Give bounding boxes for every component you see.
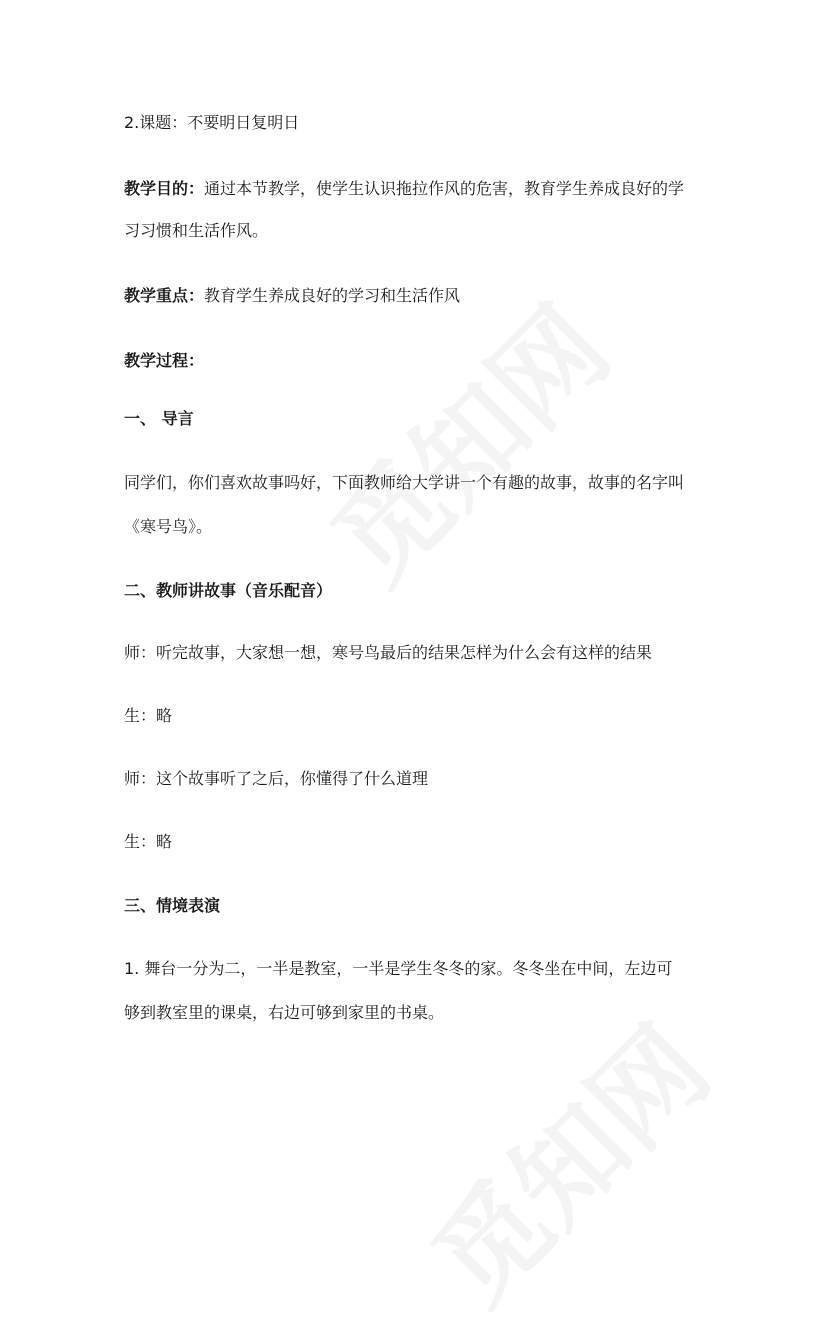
- teacher-question-1: 师：听完故事，大家想一想，寒号鸟最后的结果怎样为什么会有这样的结果: [124, 643, 653, 662]
- lesson-title: [124, 112, 299, 134]
- teacher-question-2: 师：这个故事听了之后，你懂得了什么道理: [124, 769, 429, 788]
- teaching-purpose-continued-text: 习习惯和生活作风。: [124, 221, 269, 240]
- teaching-process-heading: 教学过程：: [124, 351, 205, 370]
- section-one-heading: 一、 导言: [124, 409, 194, 428]
- section-three-heading: 三、情境表演: [124, 896, 221, 915]
- lesson-title-text: 2.课题：不要明日复明日: [124, 113, 300, 132]
- teaching-purpose-continued: [124, 220, 268, 242]
- teaching-focus: [124, 285, 460, 307]
- teaching-purpose: [124, 178, 684, 200]
- scene-paragraph: 1. 舞台一分为二，一半是教室，一半是学生冬冬的家。冬冬坐在中间，左边可: [124, 959, 673, 978]
- intro-paragraph-continued: 《寒号鸟》。: [124, 517, 213, 536]
- student-answer-1: 生：略: [124, 706, 173, 725]
- watermark: [392, 986, 737, 1331]
- teaching-purpose-text: 通过本节教学，使学生认识拖拉作风的危害，教育学生养成良好的学: [204, 179, 685, 198]
- teaching-purpose-label: 教学目的：: [124, 179, 205, 198]
- teaching-focus-text: 教育学生养成良好的学习和生活作风: [204, 286, 461, 305]
- student-answer-2: 生：略: [124, 832, 173, 851]
- intro-paragraph: 同学们，你们喜欢故事吗好，下面教师给大学讲一个有趣的故事，故事的名字叫: [124, 473, 685, 492]
- scene-paragraph-continued: 够到教室里的课桌，右边可够到家里的书桌。: [124, 1003, 445, 1022]
- teaching-focus-label: 教学重点：: [124, 286, 205, 305]
- section-two-heading: 二、教师讲故事（音乐配音）: [124, 581, 333, 600]
- watermark: [292, 266, 637, 611]
